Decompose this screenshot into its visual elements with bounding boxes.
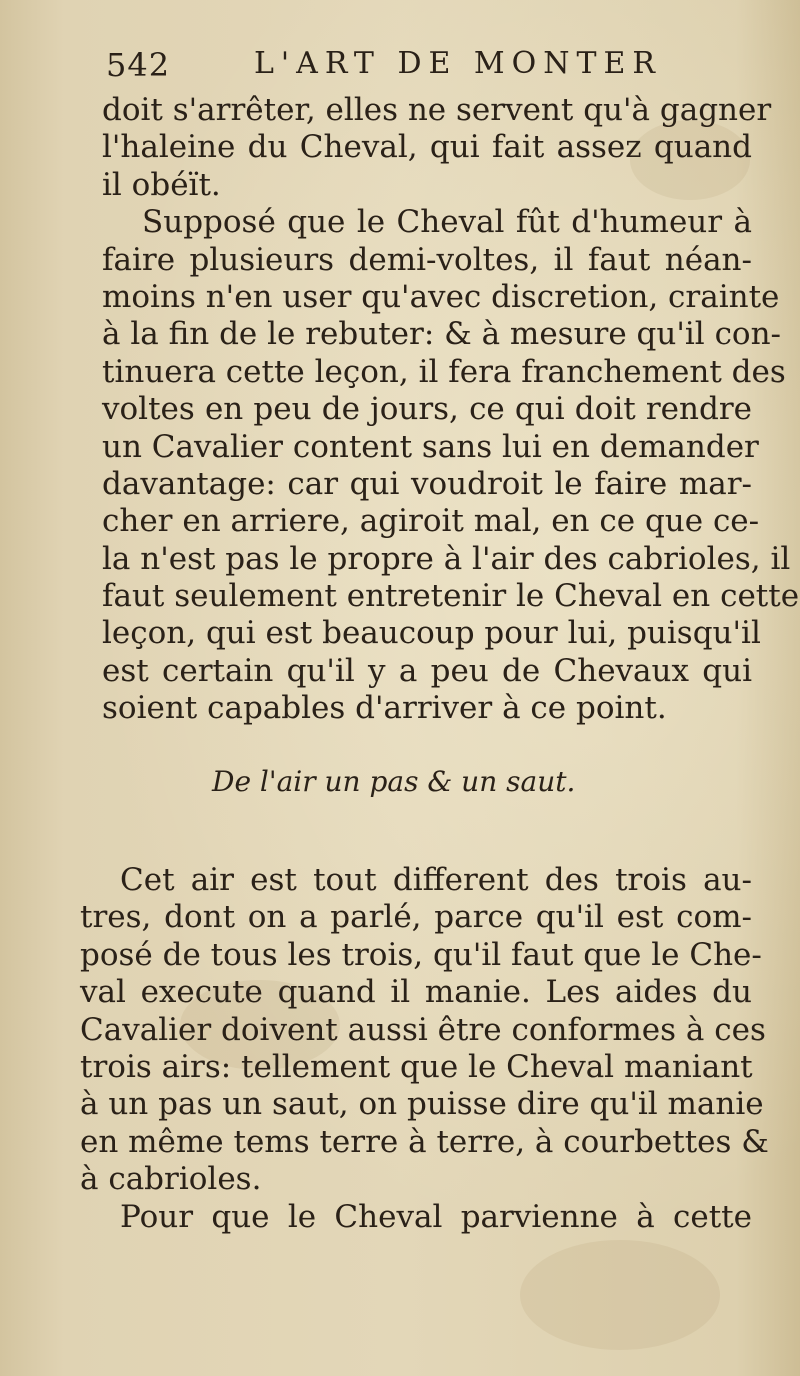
text-line: moins n'en user qu'avec discretion, crainte	[102, 278, 780, 315]
text-line: trois airs: tellement que le Cheval maniant	[80, 1048, 753, 1085]
text-line: est certain qu'il y a peu de Chevaux qui	[102, 652, 752, 689]
text-line: faut seulement entretenir le Cheval en cette	[102, 578, 800, 615]
text-line: doit s'arrêter, elles ne servent qu'à gagner	[102, 92, 772, 128]
text-line: davantage: car qui voudroit le faire mar-	[102, 465, 752, 502]
text-line: la n'est pas le propre à l'air des cabrioles, il	[102, 540, 791, 577]
text-line: cher en arriere, agiroit mal, en ce que ce-	[102, 503, 760, 540]
text-line: Supposé que le Cheval fût d'humeur à	[142, 204, 752, 241]
running-head: L'ART DE MONTER	[254, 46, 662, 81]
text-line: à la fin de le rebuter: & à mesure qu'il con-	[102, 316, 782, 353]
main-text-continued	[80, 862, 769, 1236]
text-line: Cavalier doivent aussi être conformes à ces	[80, 1011, 766, 1048]
paper-stain	[520, 1240, 720, 1350]
text-line: à un pas un saut, on puisse dire qu'il manie	[80, 1086, 764, 1123]
text-line: il obéït.	[102, 166, 221, 203]
text-line: Cet air est tout different des trois au-	[120, 862, 752, 898]
text-line: un Cavalier content sans lui en demander	[102, 428, 759, 465]
text-line: voltes en peu de jours, ce qui doit rendre	[102, 391, 752, 428]
section-heading: De l'air un pas & un saut.	[212, 764, 576, 798]
main-text	[102, 92, 800, 834]
text-line: tres, dont on a parlé, parce qu'il est com-	[80, 899, 752, 936]
text-line: Pour que le Cheval parvienne à cette	[120, 1198, 752, 1235]
paragraph	[102, 92, 772, 204]
text-line: posé de tous les trois, qu'il faut que le Che-	[80, 936, 762, 973]
page-number: 542	[106, 46, 171, 84]
page-header	[106, 42, 666, 92]
text-line: leçon, qui est beaucoup pour lui, puisqu'il	[102, 615, 761, 652]
text-line: faire plusieurs demi-voltes, il faut néan-	[102, 241, 752, 278]
text-line: en même tems terre à terre, à courbettes &	[80, 1123, 769, 1160]
paragraph	[80, 862, 769, 1199]
paragraph	[102, 204, 800, 727]
text-line: tinuera cette leçon, il fera franchement des	[102, 353, 786, 390]
paragraph	[80, 1199, 752, 1236]
text-line: val execute quand il manie. Les aides du	[80, 974, 752, 1011]
text-line: l'haleine du Cheval, qui fait assez quand	[102, 129, 752, 166]
text-line: à cabrioles.	[80, 1161, 262, 1198]
text-line: soient capables d'arriver à ce point.	[102, 690, 667, 727]
